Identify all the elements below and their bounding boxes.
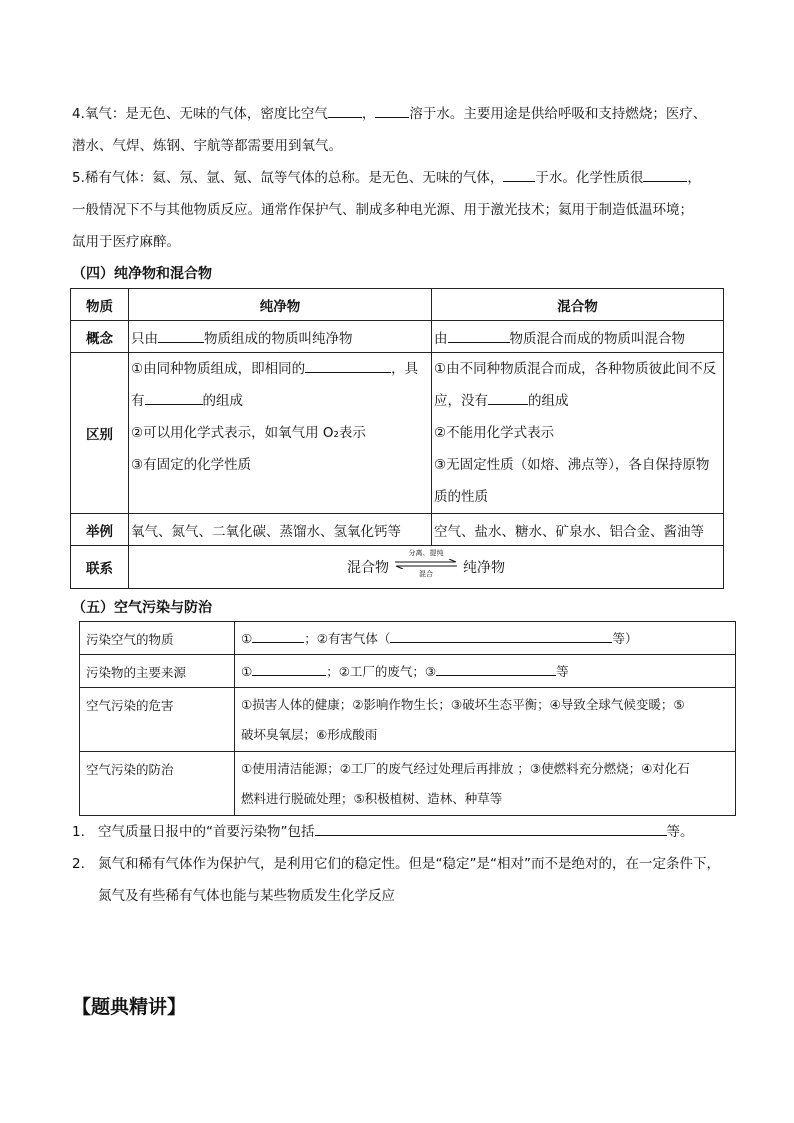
blank-line[interactable] [315,820,667,836]
table-cell [432,321,724,353]
cell-text: ②可以用化学式表示，如氧气用 O₂表示 [131,425,366,441]
cell-text: ①损害人体的健康；②影响作物生长；③破坏生态平衡；④导致全球气候变暖；⑤ [241,697,685,712]
blank-line[interactable] [436,660,556,676]
air-pollution-table [79,621,736,816]
blank-line[interactable] [158,327,204,343]
blank-line[interactable] [488,389,528,405]
blank-line[interactable] [145,389,203,405]
noble-text-2: 于水。化学性质很 [535,170,644,186]
blank-line[interactable] [375,102,409,118]
cell-text: 有 [131,393,145,409]
table-row [71,546,724,589]
note-2 [72,848,732,912]
noble-text-3: ， [687,170,701,186]
section-title-examples: 【题典精讲】 [72,996,187,1018]
table-cell [235,752,736,816]
cell-text: ① [241,664,253,679]
blank-line[interactable] [643,166,687,182]
blank-line[interactable] [328,102,362,118]
oxygen-paragraph [72,98,727,162]
note-number: 2. [72,856,85,872]
row-label: 污染空气的物质 [80,622,235,655]
note-text: 氮气及有些稀有气体也能与某些物质发生化学反应 [98,888,395,904]
blank-line[interactable] [390,627,612,643]
row-label: 污染物的主要来源 [80,655,235,688]
table-row [71,321,724,353]
relation-diagram [347,549,505,578]
note-number: 1. [72,824,85,840]
note-text: 氮气和稀有气体作为保护气，是利用它们的稳定性。但是“稳定”是“相对”而不是绝对的，在一定条件下， [98,856,720,872]
row-label: 区别 [71,353,129,514]
cell-text: 应，没有 [434,393,488,409]
cell-text: ① [241,631,253,646]
note-1 [72,816,732,848]
double-arrow-icon [393,549,459,578]
arrow-top-label: 分离、提纯 [408,549,444,557]
cell-text: 等 [556,664,569,679]
cell-text: 物质组成的物质叫纯净物 [204,330,353,347]
table-cell [432,353,724,514]
row-label: 空气污染的防治 [80,752,235,816]
table-cell [235,688,736,752]
row-label: 概念 [71,321,129,353]
relation-right: 纯净物 [463,560,505,576]
cell-text: 由 [434,330,448,347]
table-row [71,353,724,514]
table-cell: 氧气、氮气、二氧化碳、蒸馏水、氢氧化钙等 [129,514,432,546]
header-cell: 纯净物 [129,289,432,321]
cell-text: 只由 [131,330,158,347]
blank-line[interactable] [503,166,535,182]
section-heading-5: （五）空气污染与防治 [72,600,212,616]
section-heading-4: （四）纯净物和混合物 [72,266,212,282]
note-text: 空气质量日报中的“首要污染物”包括 [98,824,315,840]
pure-vs-mixture-table [70,288,724,589]
row-label: 举例 [71,514,129,546]
cell-text: ①由同种物质组成，即相同的 [131,361,306,377]
table-cell: 空气、盐水、糖水、矿泉水、铝合金、酱油等 [432,514,724,546]
cell-text: ③无固定性质（如熔、沸点等），各自保持原物 [434,457,710,473]
cell-text: 物质混合而成的物质叫混合物 [509,330,685,347]
cell-text: 破坏臭氧层；⑥形成酸雨 [241,727,378,742]
cell-text: 质的性质 [434,489,488,505]
cell-text: ③有固定的化学性质 [131,457,252,473]
oxygen-text-2: ， [361,106,376,122]
row-label: 空气污染的危害 [80,688,235,752]
header-cell: 混合物 [432,289,724,321]
oxygen-text-3: 溶于水。主要用途是供给呼吸和支持燃烧；医疗、 [409,106,707,122]
note-text: 等。 [666,824,694,840]
relation-left: 混合物 [347,560,389,576]
noble-text-4: 一般情况下不与其他物质反应。通常作保护气、制成多种电光源、用于激光技术；氦用于制造低温环境； [72,202,693,218]
cell-text: ①由不同种物质混合而成，各种物质彼此间不反 [434,361,717,377]
table-header-row [71,289,724,321]
table-row [80,622,736,655]
cell-text: 的组成 [528,393,569,409]
noble-gas-paragraph [72,162,727,258]
table-cell [129,353,432,514]
table-cell [235,622,736,655]
noble-text-5: 氙用于医疗麻醉。 [72,234,180,250]
table-cell [129,321,432,353]
noble-text-1: 5.稀有气体：氦、氖、氩、氪、氙等气体的总称。是无色、无味的气体， [72,170,504,186]
oxygen-text-4: 潜水、气焊、炼钢、宇航等都需要用到氧气。 [72,138,342,154]
cell-text: ；②有害气体（ [304,631,391,646]
cell-text: ①使用清洁能源；②工厂的废气经过处理后再排放 ；③使燃料充分燃烧；④对化石 [241,761,690,776]
cell-text: 燃料进行脱硫处理；⑤积极植树、造林、种草等 [241,791,503,806]
oxygen-text-1: 4.氧气：是无色、无味的气体，密度比空气 [72,106,328,122]
blank-line[interactable] [252,627,304,643]
cell-text: ；②工厂的废气；③ [326,664,437,679]
cell-text: ，具 [391,361,419,377]
table-row [71,514,724,546]
blank-line[interactable] [252,660,326,676]
table-row [80,655,736,688]
cell-text: 等） [612,631,638,646]
relation-cell [129,546,724,589]
arrow-bottom-label: 混合 [419,570,433,578]
table-row [80,688,736,752]
table-row [80,752,736,816]
cell-text: ②不能用化学式表示 [434,425,555,441]
cell-text: 的组成 [202,393,243,409]
blank-line[interactable] [448,327,510,343]
table-cell [235,655,736,688]
row-label: 联系 [71,546,129,589]
header-cell: 物质 [71,289,129,321]
blank-line[interactable] [305,357,391,373]
